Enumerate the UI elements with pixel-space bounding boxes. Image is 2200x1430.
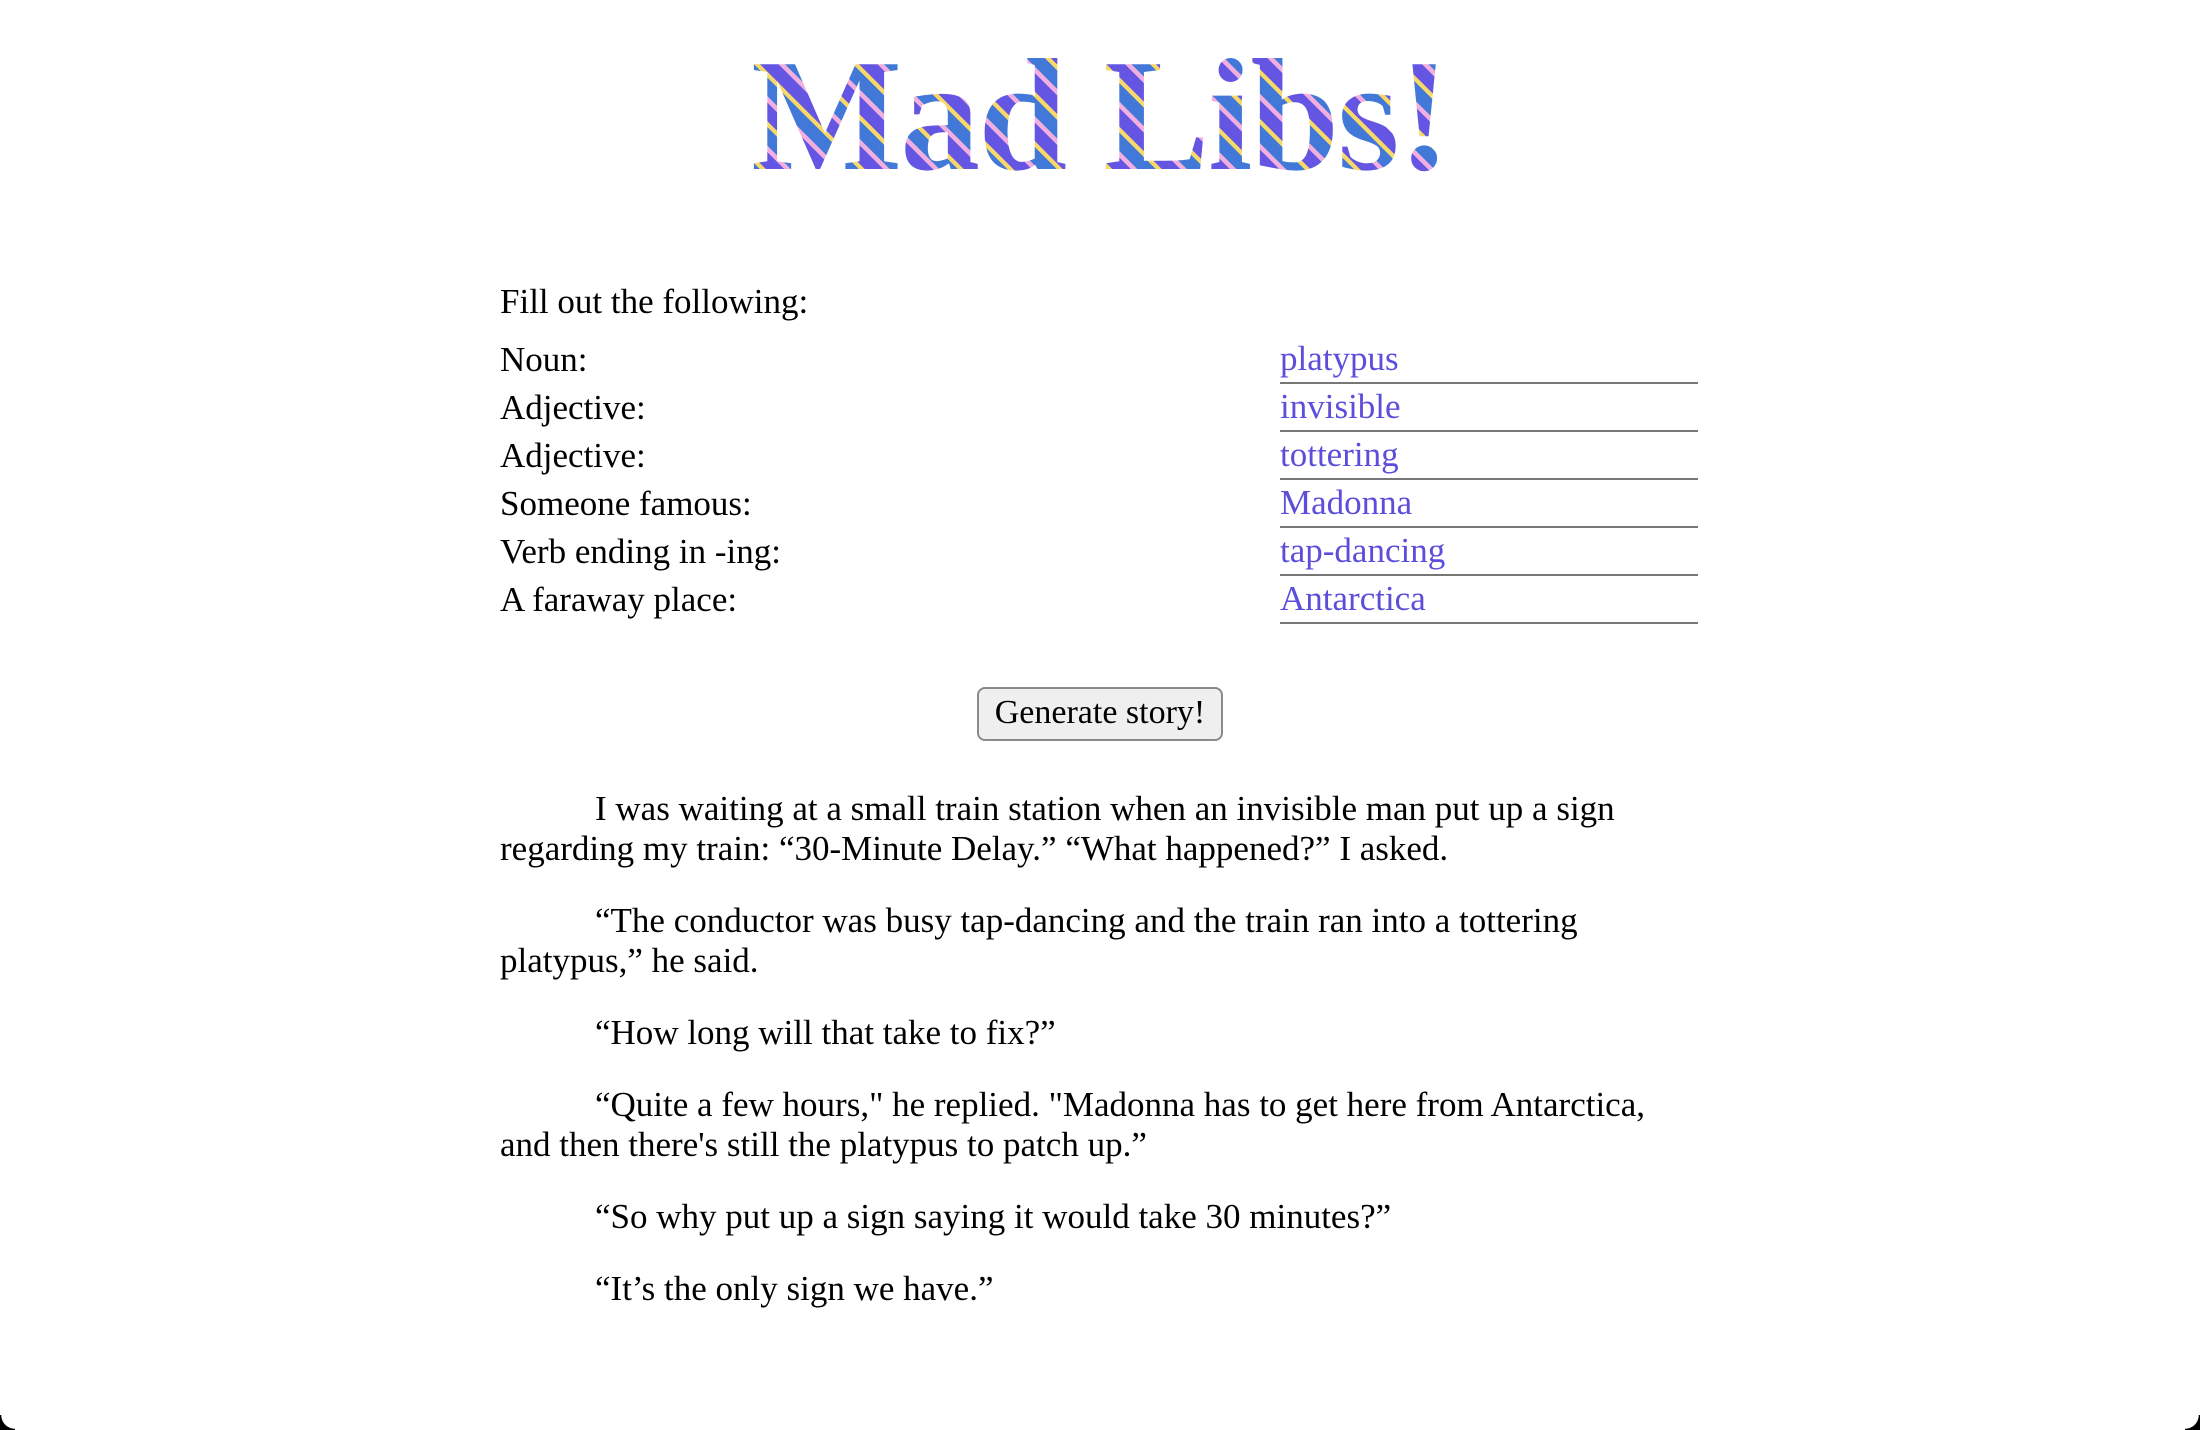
field-label-adjective-1: Adjective: <box>500 388 646 427</box>
verb-ing-input[interactable] <box>1280 528 1698 576</box>
field-cell <box>1280 384 1700 432</box>
faraway-place-input[interactable] <box>1280 576 1698 624</box>
noun-input[interactable] <box>1280 336 1698 384</box>
story-paragraph: “So why put up a sign saying it would take 30 minutes?” <box>595 1197 1392 1236</box>
story-paragraph: “How long will that take to fix?” <box>595 1013 1056 1052</box>
adjective-input-2[interactable] <box>1280 432 1698 480</box>
field-cell <box>1280 480 1700 528</box>
field-label-faraway-place: A faraway place: <box>500 580 738 619</box>
button-row <box>500 687 1700 741</box>
field-label-verb-ing: Verb ending in -ing: <box>500 532 781 571</box>
field-label-adjective-2: Adjective: <box>500 436 646 475</box>
field-label-someone-famous: Someone famous: <box>500 484 752 523</box>
page-content <box>500 26 1700 1309</box>
field-cell <box>1280 432 1700 480</box>
page-title: Mad Libs! <box>500 30 1700 200</box>
window-corner-bottom-left <box>0 1415 15 1430</box>
story-paragraph: “The conductor was busy tap-dancing and the train ran into a tottering platypus,” he said. <box>500 901 1578 980</box>
field-cell <box>1280 528 1700 576</box>
someone-famous-input[interactable] <box>1280 480 1698 528</box>
field-cell <box>1280 336 1700 384</box>
madlibs-form <box>500 336 1700 624</box>
story-paragraph: “It’s the only sign we have.” <box>595 1269 994 1308</box>
generate-story-button[interactable]: Generate story! <box>977 687 1224 741</box>
field-label-noun: Noun: <box>500 340 588 379</box>
form-heading: Fill out the following: <box>500 282 809 321</box>
window-corner-bottom-right <box>2185 1415 2200 1430</box>
story-paragraph: “Quite a few hours," he replied. "Madonna has to get here from Antarctica, and then there's still the platypus to patch up.” <box>500 1085 1645 1164</box>
story-paragraph: I was waiting at a small train station when an invisible man put up a sign regarding my train: “30-Minute Delay.” “What happened?” I asked. <box>500 789 1615 868</box>
story-section <box>500 789 1700 1309</box>
field-cell <box>1280 576 1700 624</box>
adjective-input-1[interactable] <box>1280 384 1698 432</box>
